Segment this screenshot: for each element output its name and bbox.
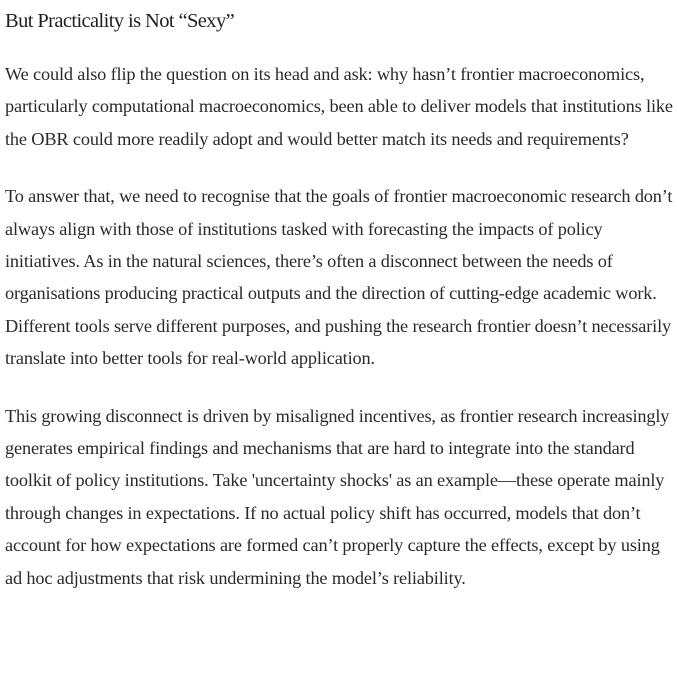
article-body (5, 0, 676, 594)
paragraph-goals-misalignment: To answer that, we need to recognise that the goals of frontier macroeconomic research don’t always align with those of institutions tasked with forecasting the impacts of policy initiatives. As in the natural sciences, there’s often a disconnect between the needs of organisations producing practical outputs and the direction of cutting-edge academic work. Different tools serve different purposes, and pushing the research frontier doesn’t necessarily translate into better tools for real-world application. (5, 186, 673, 369)
section-heading: But Practicality is Not “Sexy” (5, 10, 235, 32)
paragraph-flip-question: We could also flip the question on its head and ask: why hasn’t frontier macroeconomics, particularly computational macroeconomics, been able to deliver models that institutions like the OBR could more readily adopt and would better match its needs and requirements? (5, 64, 673, 149)
paragraph-misaligned-incentives: This growing disconnect is driven by misaligned incentives, as frontier research increasingly generates empirical findings and mechanisms that are hard to integrate into the standard toolkit of policy institutions. Take 'uncertainty shocks' as an example—these operate mainly through changes in expectations. If no actual policy shift has occurred, models that don’t account for how expectations are formed can’t properly capture the effects, except by using ad hoc adjustments that risk undermining the model’s reliability. (5, 405, 670, 588)
